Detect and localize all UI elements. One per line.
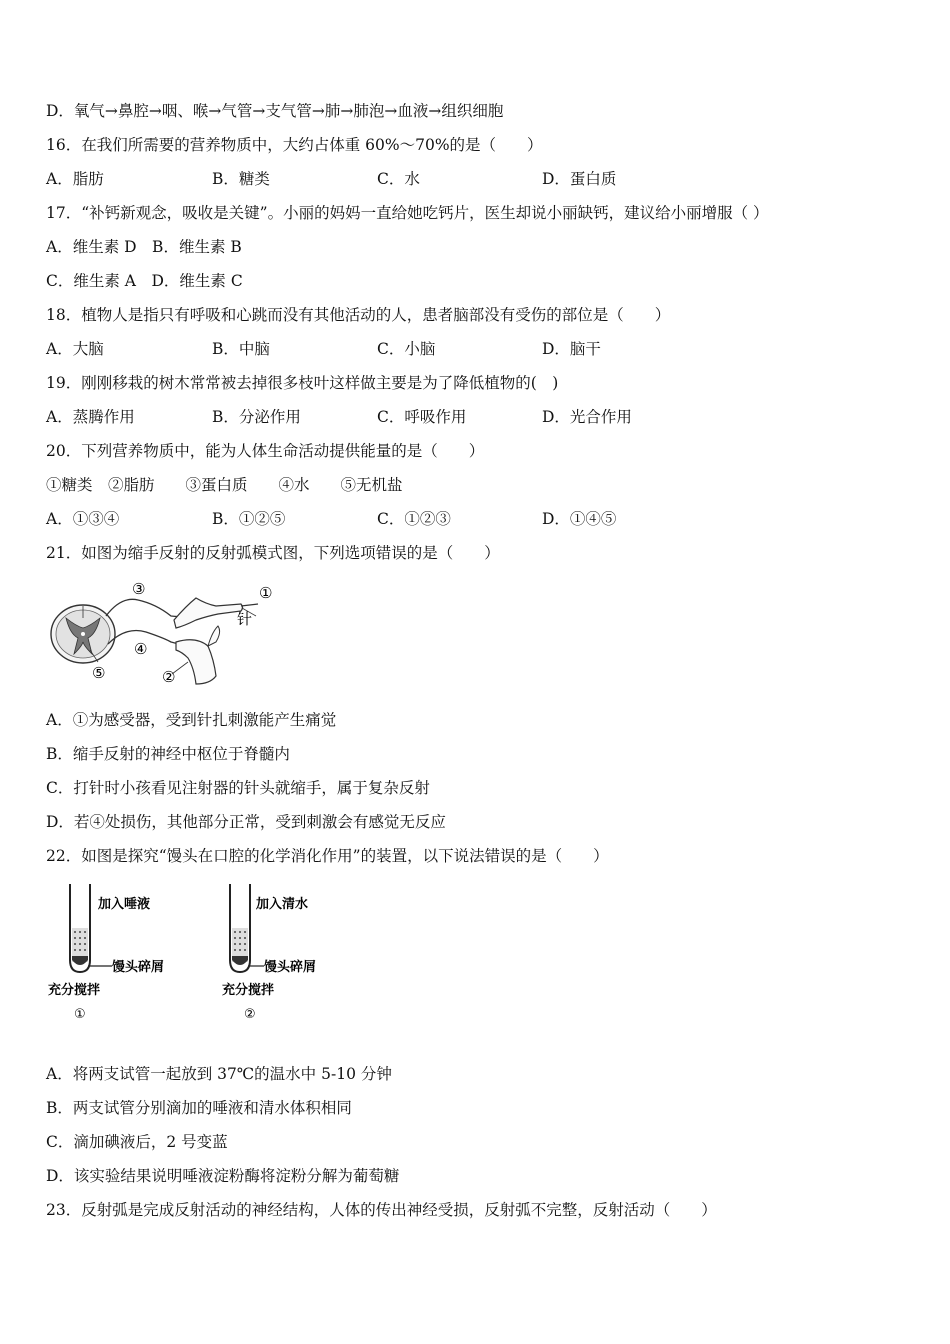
q22-option-c: C．滴加碘液后，2 号变蓝 <box>46 1133 228 1151</box>
q16-option-c: C．水 <box>377 170 420 188</box>
q17-options-cd: C．维生素 A D．维生素 C <box>46 272 243 290</box>
q21-option-d: D．若④处损伤，其他部分正常，受到刺激会有感觉无反应 <box>46 813 446 831</box>
q23-stem: 23．反射弧是完成反射活动的神经结构，人体的传出神经受损，反射弧不完整，反射活动（ ） <box>46 1201 717 1219</box>
label-2: ② <box>162 668 176 686</box>
q17-options-ab: A．维生素 D B．维生素 B <box>46 238 242 256</box>
reflex-arc-figure <box>46 576 286 692</box>
q19-stem: 19．刚刚移栽的树木常常被去掉很多枝叶这样做主要是为了降低植物的( ) <box>46 374 559 392</box>
q19-option-a: A．蒸腾作用 <box>46 408 135 426</box>
tube2-number: ② <box>244 1007 256 1020</box>
tube1-stir-label: 充分搅拌 <box>48 983 101 998</box>
q21-option-c: C．打针时小孩看见注射器的针头就缩手，属于复杂反射 <box>46 779 430 797</box>
q21-stem: 21．如图为缩手反射的反射弧模式图，下列选项错误的是（ ） <box>46 544 500 562</box>
q22-option-b: B．两支试管分别滴加的唾液和清水体积相同 <box>46 1099 352 1117</box>
needle-line <box>241 604 258 606</box>
q16-stem: 16．在我们所需要的营养物质中，大约占体重 60%～70%的是（ ） <box>46 136 543 154</box>
q20-items: ①糖类 ②脂肪 ③蛋白质 ④水 ⑤无机盐 <box>46 476 403 494</box>
q22-option-a: A．将两支试管一起放到 37℃的温水中 5-10 分钟 <box>46 1065 392 1083</box>
q22-stem: 22．如图是探究“馒头在口腔的化学消化作用”的装置，以下说法错误的是（ ） <box>46 847 609 865</box>
label-5: ⑤ <box>92 664 106 682</box>
q22-option-d: D．该实验结果说明唾液淀粉酶将淀粉分解为葡萄糖 <box>46 1167 400 1185</box>
tube1-number: ① <box>74 1007 86 1020</box>
tube2-label: 加入清水 <box>256 897 309 912</box>
spinal-cord-section <box>51 605 115 663</box>
q21-option-a: A．①为感受器，受到针扎刺激能产生痛觉 <box>46 711 337 729</box>
label-1: ① <box>259 584 273 602</box>
q19-option-b: B．分泌作用 <box>212 408 301 426</box>
hand <box>208 626 220 646</box>
tube1-label: 加入唾液 <box>98 897 151 912</box>
forearm <box>176 640 216 684</box>
q19-option-c: C．呼吸作用 <box>377 408 467 426</box>
q16-option-b: B．糖类 <box>212 170 270 188</box>
q18-stem: 18．植物人是指只有呼吸和心跳而没有其他活动的人，患者脑部没有受伤的部位是（ ） <box>46 306 671 324</box>
q18-option-a: A．大脑 <box>46 340 104 358</box>
q18-option-c: C．小脑 <box>377 340 436 358</box>
q18-option-b: B．中脑 <box>212 340 270 358</box>
tube2-crumbs-label: 馒头碎屑 <box>264 960 317 975</box>
tube1-crumbs-label: 馒头碎屑 <box>112 960 165 975</box>
tube2-stir-label: 充分搅拌 <box>222 983 275 998</box>
label-4: ④ <box>134 640 148 658</box>
q21-option-b: B．缩手反射的神经中枢位于脊髓内 <box>46 745 290 763</box>
test-tube-figure <box>46 880 346 1020</box>
q18-option-d: D．脑干 <box>542 340 601 358</box>
q15-option-d: D．氧气→鼻腔→咽、喉→气管→支气管→肺→肺泡→血液→组织细胞 <box>46 102 504 120</box>
needle-label: 针 <box>237 610 253 628</box>
q20-stem: 20．下列营养物质中，能为人体生命活动提供能量的是（ ） <box>46 442 485 460</box>
q20-option-c: C．①②③ <box>377 510 451 528</box>
q20-option-b: B．①②⑤ <box>212 510 286 528</box>
q16-option-a: A．脂肪 <box>46 170 104 188</box>
label-3: ③ <box>132 580 146 598</box>
q19-option-d: D．光合作用 <box>542 408 632 426</box>
q20-option-d: D．①④⑤ <box>542 510 617 528</box>
upper-arm <box>174 598 243 628</box>
q20-option-a: A．①③④ <box>46 510 120 528</box>
q17-stem: 17．“补钙新观念，吸收是关键”。小丽的妈妈一直给她吃钙片，医生却说小丽缺钙，建议给小丽增服（ ） <box>46 204 769 222</box>
q16-option-d: D．蛋白质 <box>542 170 617 188</box>
